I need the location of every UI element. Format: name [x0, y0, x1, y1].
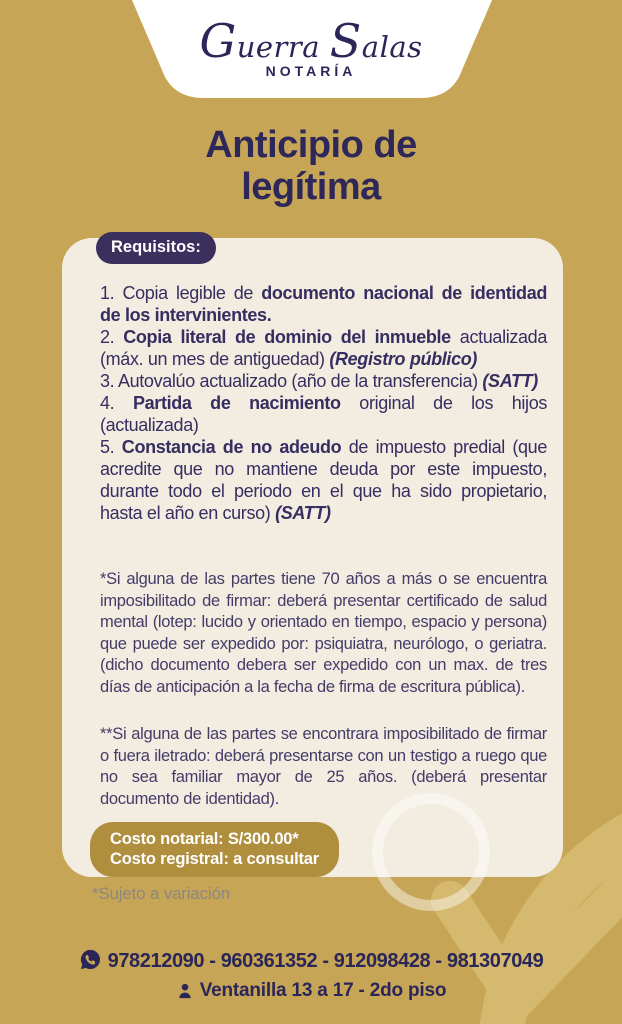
whatsapp-icon [79, 948, 102, 971]
requirements-card [62, 238, 563, 903]
requirements-badge: Requisitos: [96, 232, 216, 264]
cost-notarial-line: Costo notarial: S/300.00* [110, 830, 299, 848]
cost-registral-line: Costo registral: a consultar [110, 850, 319, 868]
requirement-item-2: 2. Copia literal de dominio del inmueble actualizada (máx. un mes de antiguedad) (Registro público) [100, 327, 548, 369]
brand-notaria-label: NOTARÍA [265, 63, 357, 79]
footer-contact [0, 948, 622, 1002]
window-schedule-line [0, 980, 622, 1002]
phone-numbers: 978212090 - 960361352 - 912098428 - 981307049 [107, 950, 544, 972]
page-title-line1: Anticipio de [205, 124, 417, 166]
requirement-item-5: 5. Constancia de no adeudo de impuesto predial (que acredite que no mantiene deuda por este impuesto, durante todo el periodo en el que ha sido propietario, hasta el año en curso) (SATT) [100, 437, 547, 523]
note-illiterate: **Si alguna de las partes se encontrara imposibilitado de firmar o fuera iletrado: deberá presentarse con un testigo a ruego que no sea familiar mayor de 25 años. (deberá presentar documento de identidad). [100, 725, 547, 808]
page-title [0, 124, 622, 208]
requirement-item-1: 1. Copia legible de documento nacional de identidad de los intervinientes. [100, 283, 547, 325]
brand-logo [0, 0, 622, 79]
requirement-item-4: 4. Partida de nacimiento original de los hijos (actualizada) [100, 393, 548, 435]
requirements-list [100, 282, 547, 524]
page-title-line2: legítima [241, 166, 381, 208]
requirement-item-3: 3. Autovalúo actualizado (año de la transferencia) (SATT) [100, 371, 538, 391]
cost-pill [90, 822, 339, 877]
cost-disclaimer: *Sujeto a variación [92, 884, 230, 903]
window-schedule: Ventanilla 13 a 17 - 2do piso [199, 980, 447, 1001]
person-icon [176, 982, 194, 1000]
note-seventy-years: *Si alguna de las partes tiene 70 años a más o se encuentra imposibilitado de firmar: deberá presentar certificado de salud mental (lotep: lucido y orientado en tiempo, espacio y persona) que puede ser expedido por: psiquiatra, neurólogo, o geriatra. (dicho documento debera ser expedido con un max. de tres días de anticipación a la fecha de firma de escritura pública). [100, 570, 547, 696]
phone-numbers-line [0, 948, 622, 973]
requirements-content [62, 238, 563, 904]
brand-wordmark: Guerra Salas [199, 14, 423, 68]
